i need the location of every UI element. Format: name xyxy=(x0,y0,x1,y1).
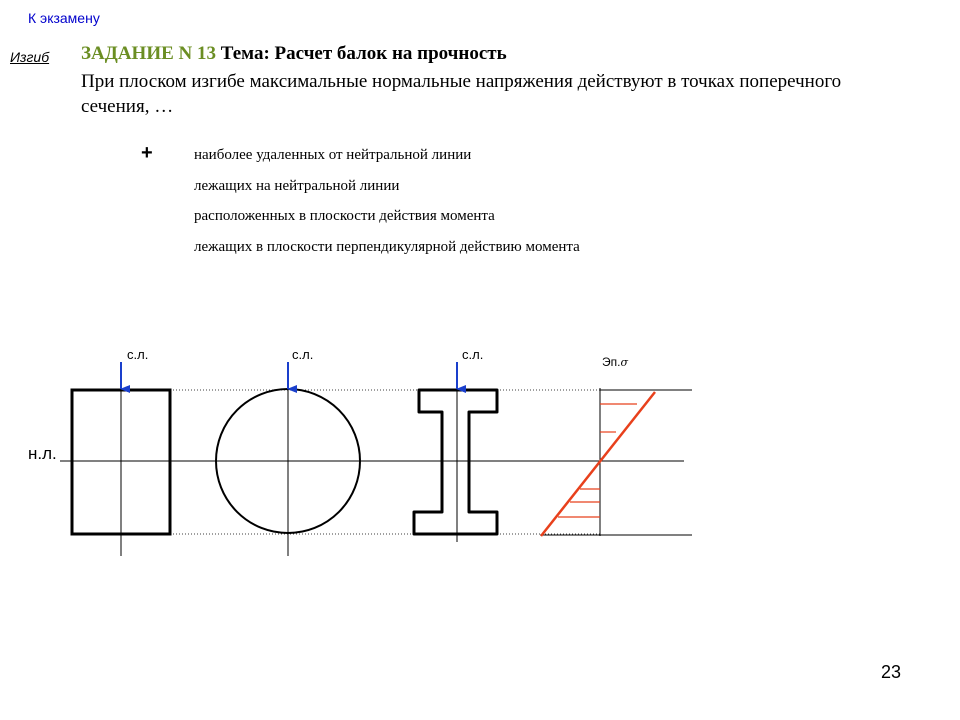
correct-answer-marker: + xyxy=(141,142,153,164)
task-theme: Тема: Расчет балок на прочность xyxy=(220,43,507,64)
page-number: 23 xyxy=(881,662,902,682)
stress-diagram-label: Эп.σ xyxy=(602,355,628,369)
force-label-3: с.л. xyxy=(462,347,484,362)
stress-distribution-line xyxy=(541,392,655,536)
force-label-1: с.л. xyxy=(127,347,149,362)
force-label-2: с.л. xyxy=(292,347,314,362)
task-label: ЗАДАНИЕ xyxy=(81,43,174,64)
answer-option-4[interactable]: лежащих в плоскости перпендикулярной действию момента xyxy=(194,239,580,255)
neutral-line-label: н.л. xyxy=(28,444,57,463)
sigma-symbol: σ xyxy=(620,356,628,369)
answer-option-2[interactable]: лежащих на нейтральной линии xyxy=(194,178,400,194)
topic-link-bending[interactable]: Изгиб xyxy=(10,49,50,65)
task-number: N 13 xyxy=(178,43,217,64)
exam-link[interactable]: К экзамену xyxy=(28,10,100,26)
answer-option-1[interactable]: наиболее удаленных от нейтральной линии xyxy=(194,147,472,163)
i-beam-section xyxy=(414,390,497,534)
task-question: При плоском изгибе максимальные нормальные напряжения действуют в точках поперечного сечения, … xyxy=(81,71,842,117)
answer-option-3[interactable]: расположенных в плоскости действия момента xyxy=(194,208,495,224)
